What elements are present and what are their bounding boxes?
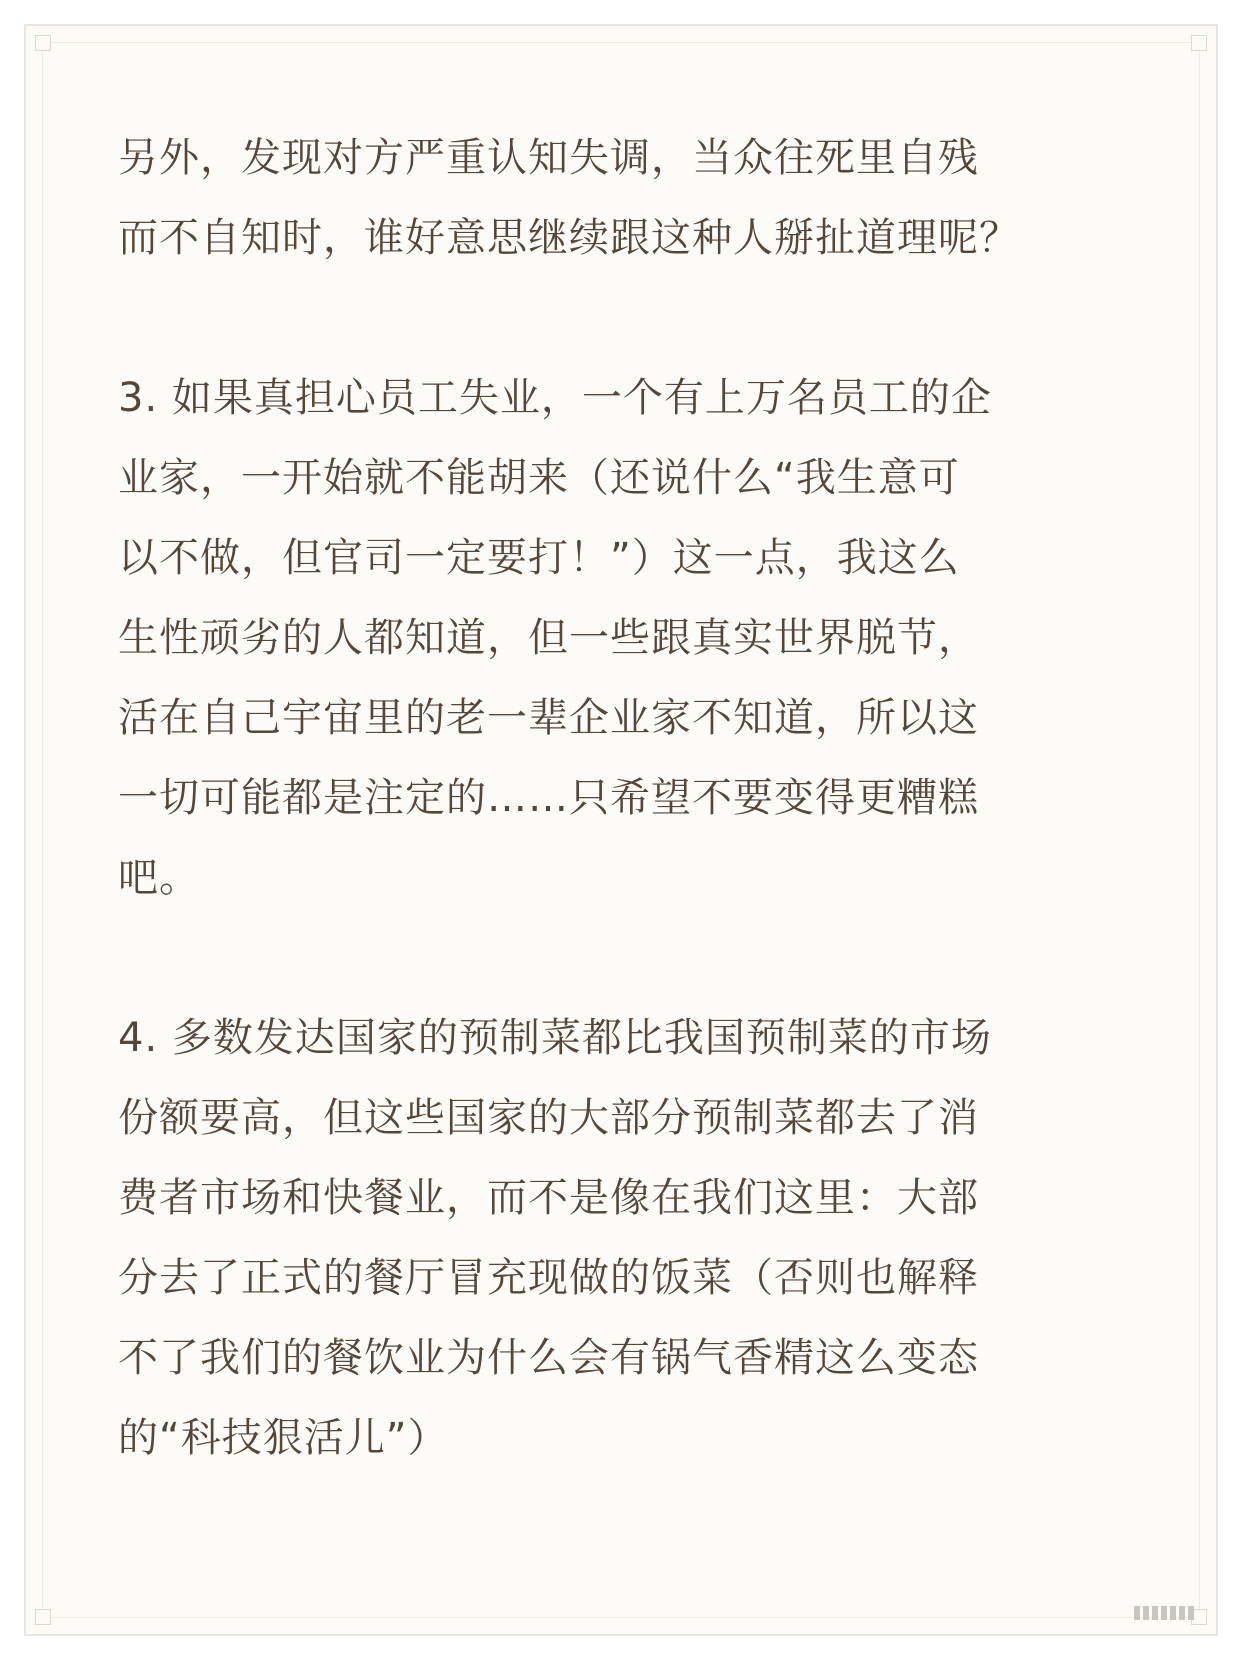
paragraph-2 <box>118 358 1038 918</box>
corner-ornament <box>35 1609 51 1625</box>
text-line: 另外，发现对方严重认知失调，当众往死里自残 <box>118 135 979 181</box>
text-line: 以不做，但官司一定要打！”）这一点，我这么 <box>118 535 960 581</box>
text-line: 活在自己宇宙里的老一辈企业家不知道，所以这 <box>118 695 979 741</box>
text-line: 业家，一开始就不能胡来（还说什么“我生意可 <box>118 455 960 501</box>
watermark-bars <box>1134 1606 1194 1620</box>
text-line: 的“科技狠活儿”） <box>118 1415 449 1461</box>
text-line: 份额要高，但这些国家的大部分预制菜都去了消 <box>118 1095 979 1141</box>
text-line: 费者市场和快餐业，而不是像在我们这里：大部 <box>118 1175 979 1221</box>
paragraph-3 <box>118 998 1038 1478</box>
corner-ornament <box>35 35 51 51</box>
corner-ornament <box>1191 35 1207 51</box>
text-line: 而不自知时，谁好意思继续跟这种人掰扯道理呢？ <box>118 215 1020 261</box>
text-line: 生性顽劣的人都知道，但一些跟真实世界脱节， <box>118 615 979 661</box>
paragraph-1 <box>118 118 1038 278</box>
text-line: 一切可能都是注定的……只希望不要变得更糟糕 <box>118 775 979 821</box>
text-line: 4. 多数发达国家的预制菜都比我国预制菜的市场 <box>118 1015 992 1061</box>
text-line: 分去了正式的餐厅冒充现做的饭菜（否则也解释 <box>118 1255 979 1301</box>
article-body <box>118 118 1038 1478</box>
text-line: 不了我们的餐饮业为什么会有锅气香精这么变态 <box>118 1335 979 1381</box>
text-line: 3. 如果真担心员工失业，一个有上万名员工的企 <box>118 375 992 421</box>
text-line: 吧。 <box>118 855 200 901</box>
